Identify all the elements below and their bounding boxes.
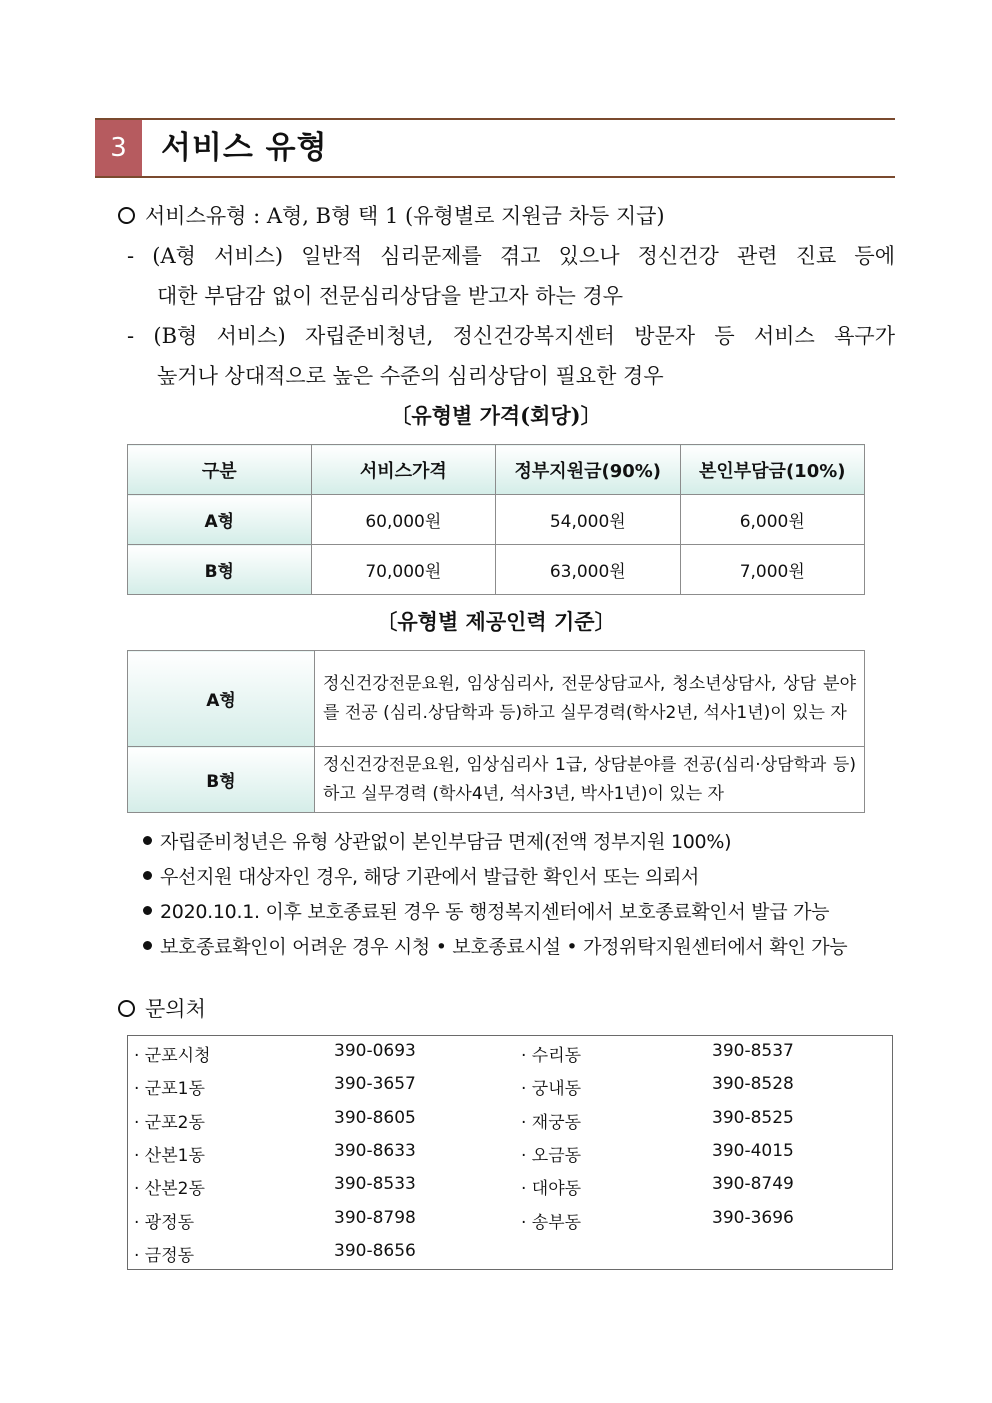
column-header: 정부지원금(90%) [496, 445, 680, 495]
note-item: 자립준비청년은 유형 상관없이 본인부담금 면제(전액 정부지원 100%) [143, 827, 731, 854]
row-header: A형 [128, 651, 315, 747]
table-row [128, 747, 865, 813]
circle-bullet-icon [118, 1000, 135, 1017]
dot-bullet-icon [143, 906, 152, 915]
dot-bullet-icon [143, 836, 152, 845]
intro-line-b-2: 높거나 상대적으로 높은 수준의 심리상담이 필요한 경우 [157, 364, 664, 388]
contact-name: · 산본2동 [134, 1179, 205, 1199]
contact-heading: 문의처 [118, 993, 206, 1023]
table-cell: 63,000원 [496, 545, 680, 595]
table-cell: 54,000원 [496, 495, 680, 545]
table-cell: 7,000원 [680, 545, 865, 595]
row-header: B형 [128, 747, 315, 813]
staff-table [127, 650, 865, 813]
column-header: 서비스가격 [311, 445, 495, 495]
contact-name: · 재궁동 [521, 1113, 582, 1133]
table-cell: 60,000원 [311, 495, 495, 545]
price-table-caption: 〔유형별 가격(회당)〕 [390, 403, 602, 428]
section-title: 서비스 유형 [161, 130, 328, 166]
note-item: 우선지원 대상자인 경우, 해당 기관에서 발급한 확인서 또는 의뢰서 [143, 862, 699, 889]
contact-phone: 390-3657 [334, 1074, 416, 1094]
table-cell: 6,000원 [680, 495, 865, 545]
column-header: 본인부담금(10%) [680, 445, 865, 495]
contact-name: · 군포시청 [134, 1046, 211, 1066]
contact-phone: 390-8533 [334, 1174, 416, 1194]
contact-phone: 390-0693 [334, 1041, 416, 1061]
intro-line-a-1: - (A형 서비스) 일반적 심리문제를 겪고 있으나 정신건강 관련 진료 등에 [127, 244, 895, 268]
table-cell: 70,000원 [311, 545, 495, 595]
contact-phone: 390-8633 [334, 1141, 416, 1161]
contact-phone: 390-3696 [712, 1208, 794, 1228]
contact-phone: 390-8537 [712, 1041, 794, 1061]
section-number: 3 [95, 120, 142, 176]
table-row [128, 495, 865, 545]
table-cell: 정신건강전문요원, 임상심리사 1급, 상담분야를 전공(심리·상담학과 등)하고 실무경력 (학사4년, 석사3년, 박사1년)이 있는 자 [315, 747, 865, 813]
contact-name: · 수리동 [521, 1046, 582, 1066]
intro-line-service-type: 서비스유형 : A형, B형 택 1 (유형별로 지원금 차등 지급) [118, 200, 665, 230]
contact-name: · 군포1동 [134, 1079, 205, 1099]
section-header [95, 118, 895, 178]
contact-name: · 광정동 [134, 1213, 195, 1233]
contact-name: · 궁내동 [521, 1079, 582, 1099]
intro-line-b-1: - (B형 서비스) 자립준비청년, 정신건강복지센터 방문자 등 서비스 욕구가 [127, 324, 895, 348]
table-header-row [128, 445, 865, 495]
contact-name: · 산본1동 [134, 1146, 205, 1166]
circle-bullet-icon [118, 207, 135, 224]
contact-phone: 390-8656 [334, 1241, 416, 1261]
contact-name: · 오금동 [521, 1146, 582, 1166]
table-row [128, 545, 865, 595]
row-header: B형 [128, 545, 312, 595]
table-row [128, 651, 865, 747]
contact-name: · 금정동 [134, 1246, 195, 1266]
contact-name: · 군포2동 [134, 1113, 205, 1133]
price-table [127, 444, 865, 595]
contact-phone: 390-8528 [712, 1074, 794, 1094]
contact-phone: 390-8605 [334, 1108, 416, 1128]
contact-box [127, 1035, 893, 1270]
staff-table-caption: 〔유형별 제공인력 기준〕 [376, 609, 616, 634]
dot-bullet-icon [143, 941, 152, 950]
contact-phone: 390-4015 [712, 1141, 794, 1161]
dot-bullet-icon [143, 871, 152, 880]
table-cell: 정신건강전문요원, 임상심리사, 전문상담교사, 청소년상담사, 상담 분야를 전공 (심리.상담학과 등)하고 실무경력(학사2년, 석사1년)이 있는 자 [315, 651, 865, 747]
contact-phone: 390-8798 [334, 1208, 416, 1228]
contact-phone: 390-8525 [712, 1108, 794, 1128]
note-item: 보호종료확인이 어려운 경우 시청 • 보호종료시설 • 가정위탁지원센터에서 확인 가능 [143, 932, 847, 959]
contact-phone: 390-8749 [712, 1174, 794, 1194]
contact-name: · 송부동 [521, 1213, 582, 1233]
column-header: 구분 [128, 445, 312, 495]
row-header: A형 [128, 495, 312, 545]
note-item: 2020.10.1. 이후 보호종료된 경우 동 행정복지센터에서 보호종료확인서 발급 가능 [143, 897, 829, 924]
intro-line-a-2: 대한 부담감 없이 전문심리상담을 받고자 하는 경우 [157, 284, 624, 308]
contact-name: · 대야동 [521, 1179, 582, 1199]
